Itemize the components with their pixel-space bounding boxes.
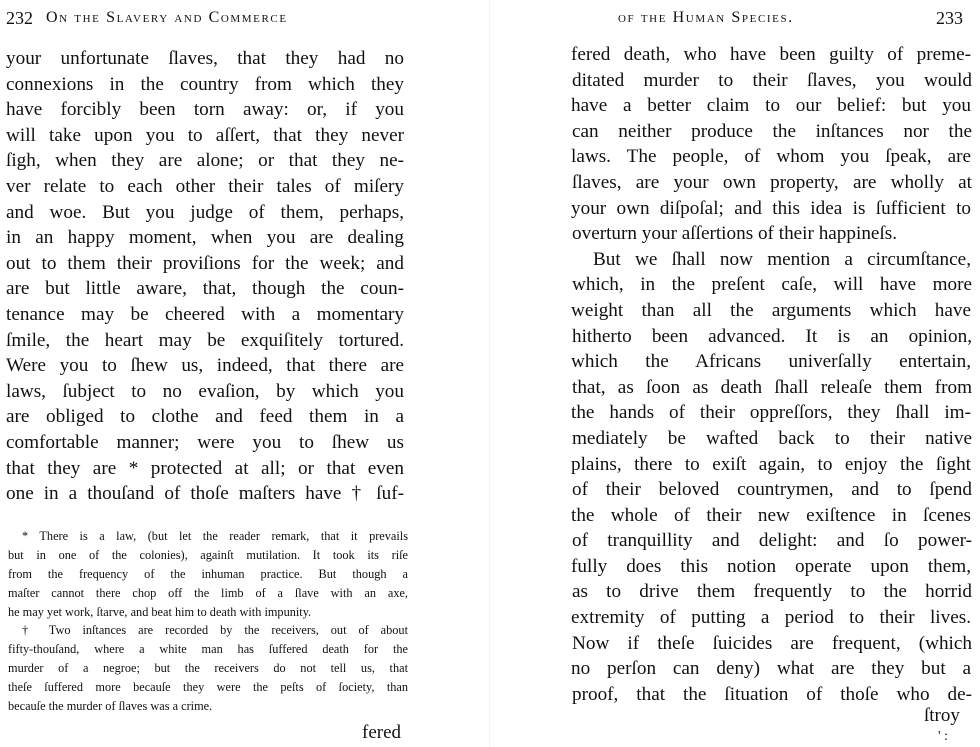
text-line: ſigh, when they are alone; or that they ne- bbox=[6, 150, 404, 172]
text-line: and woe. But you judge of them, perhaps, bbox=[6, 201, 404, 223]
text-line: your own diſpoſal; and this idea is ſufficient to bbox=[571, 197, 971, 219]
footnote-line: becauſe the murder of ſlaves was a crime. bbox=[8, 699, 213, 714]
gutter bbox=[489, 0, 490, 747]
text-line: mediately be wafted back to their native bbox=[572, 427, 972, 449]
text-line: your unfortunate ſlaves, that they had no bbox=[6, 48, 404, 69]
text-line: ditated murder to their ſlaves, you would bbox=[572, 69, 972, 91]
text-line: can neither produce the inſtances nor the bbox=[572, 120, 972, 142]
text-line: ver relate to each other their tales of miſery bbox=[6, 175, 404, 197]
footnote-line: † Two inſtances are recorded by the receivers, out of about bbox=[22, 623, 408, 638]
stray-mark: ' : bbox=[938, 729, 948, 744]
footnote-line: maſter cannot there chop off the limb of a ſlave with an axe, bbox=[8, 585, 408, 600]
text-line: which the Africans univerſally entertain, bbox=[571, 351, 971, 373]
running-head: On the Slavery and Commerce bbox=[46, 9, 288, 26]
text-line: tenance may be cheered with a momentary bbox=[6, 303, 404, 325]
footnote-line: theſe ſuffered more becauſe they were the peſts of ſociety, than bbox=[8, 680, 408, 695]
text-line: connexions in the country from which they bbox=[6, 73, 404, 95]
footnote-line: he may yet work, ſtarve, and beat him to death with impunity. bbox=[8, 604, 312, 619]
text-line: the hands of their oppreſſors, they ſhall im- bbox=[571, 402, 971, 424]
text-line: of their beloved countrymen, and to ſpend bbox=[572, 479, 972, 501]
text-line: Now if theſe ſuicides are frequent, (which bbox=[572, 632, 972, 654]
text-line: will take upon you to aſſert, that they never bbox=[6, 124, 404, 146]
text-line: proof, that the ſituation of thoſe who de- bbox=[572, 683, 972, 705]
page-number: 233 bbox=[936, 8, 963, 28]
catchword: fered bbox=[362, 722, 402, 743]
footnote-line: murder of a negroe; but the receivers do not tell us, that bbox=[8, 661, 408, 676]
text-line: of tranquillity and delight: and ſo power- bbox=[572, 530, 972, 552]
text-line: fered death, who have been guilty of preme- bbox=[571, 44, 971, 65]
text-line: no perſon can deny) what are they but a bbox=[571, 658, 971, 680]
catchword: ſtroy bbox=[924, 705, 960, 726]
text-line: have forcibly been torn away: or, if you bbox=[6, 99, 404, 121]
right-page bbox=[500, 0, 980, 747]
text-line: out to them their proviſions for the week; and bbox=[6, 252, 404, 274]
text-line: comfortable manner; were you to ſhew us bbox=[6, 431, 404, 453]
page-number: 232 bbox=[6, 8, 33, 28]
text-line: have a better claim to our belief: but you bbox=[571, 95, 971, 117]
body-text bbox=[572, 42, 972, 707]
text-line: Were you to ſhew us, indeed, that there are bbox=[6, 355, 404, 377]
text-line: plains, there to exiſt again, to enjoy the ſight bbox=[571, 453, 971, 475]
footnote-line: but in one of the colonies), againſt mutilation. It took its riſe bbox=[8, 547, 408, 562]
running-head: of the Human Species. bbox=[618, 9, 794, 26]
text-line: fully does this notion operate upon them, bbox=[571, 555, 971, 577]
text-line: are obliged to clothe and feed them in a bbox=[6, 406, 404, 428]
footnote-line: fifty-thouſand, where a white man has ſuffered death for the bbox=[8, 642, 408, 657]
body-text bbox=[6, 46, 404, 507]
text-line: are but little aware, that, though the coun- bbox=[6, 278, 404, 300]
text-line: But we ſhall now mention a circumſtance, bbox=[593, 248, 971, 270]
text-line: one in a thouſand of thoſe maſters have † ſuf- bbox=[6, 483, 404, 505]
text-line: that, as ſoon as death ſhall releaſe them from bbox=[572, 376, 972, 398]
text-line: laws. The people, of whom you ſpeak, are bbox=[571, 146, 971, 168]
footnote-line: from the frequency of the inhuman practice. But though a bbox=[8, 566, 408, 581]
text-line: in an happy moment, when you are dealing bbox=[6, 227, 404, 249]
text-line: as to drive them frequently to the horrid bbox=[572, 581, 972, 603]
text-line: hitherto been advanced. It is an opinion, bbox=[572, 325, 972, 347]
text-line: weight than all the arguments which have bbox=[571, 299, 971, 321]
text-line: laws, ſubject to no evaſion, by which you bbox=[6, 380, 404, 402]
text-line: extremity of putting a period to their lives. bbox=[571, 607, 971, 629]
text-line: which, in the preſent caſe, will have more bbox=[572, 274, 972, 296]
footnote-line: * There is a law, (but let the reader remark, that it prevails bbox=[22, 529, 408, 543]
text-line: that they are * protected at all; or that even bbox=[6, 457, 404, 479]
text-line: the whole of their new exiſtence in ſcenes bbox=[571, 504, 971, 526]
text-line: ſlaves, are your own property, are wholly at bbox=[572, 171, 972, 193]
text-line: ſmile, the heart may be exquiſitely tortured. bbox=[6, 329, 404, 351]
footnotes bbox=[8, 527, 408, 716]
text-line: overturn your aſſertions of their happineſs. bbox=[572, 223, 898, 245]
